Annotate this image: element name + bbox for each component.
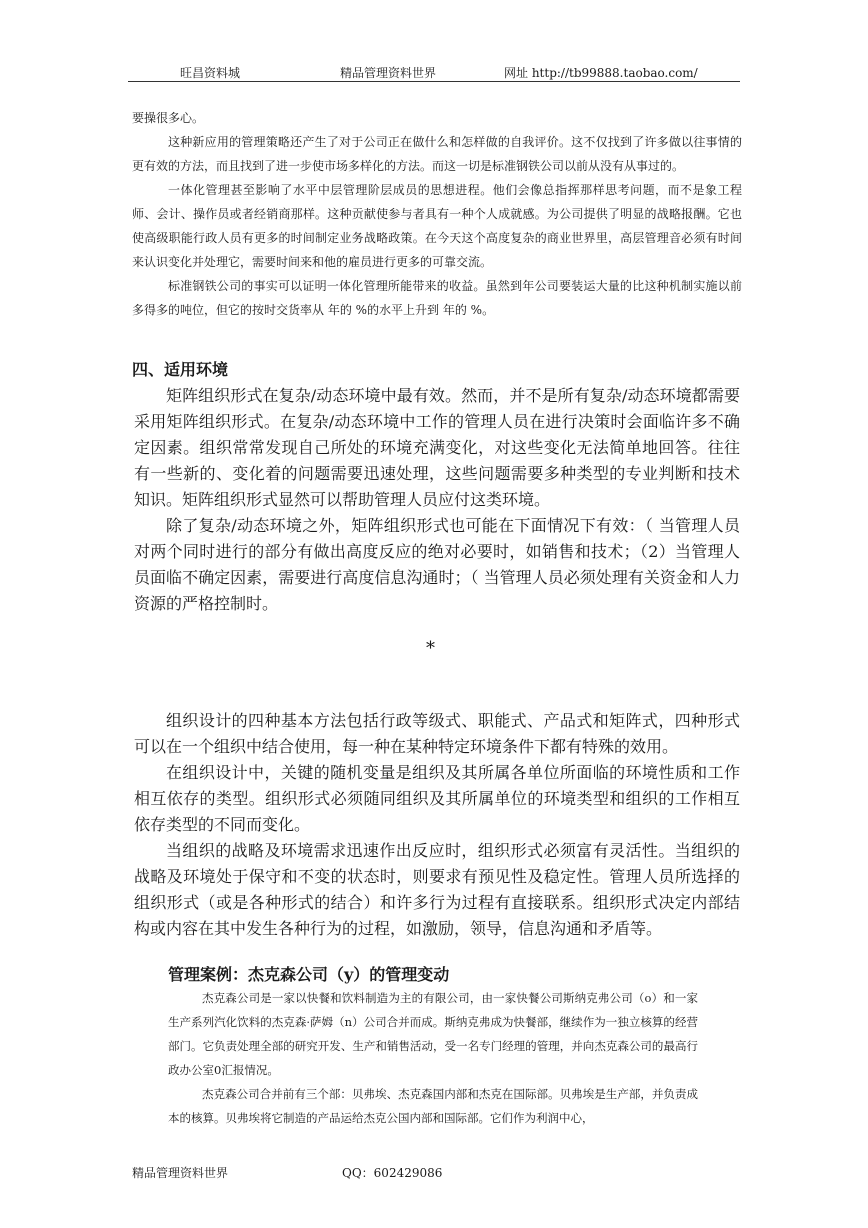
footer-qq-text: QQ：602429086	[342, 1166, 443, 1180]
paragraph: 这种新应用的管理策略还产生了对于公司正在做什么和怎样做的自我评价。这不仅找到了许多做以往事情的更有效的方法，而且找到了进一步使市场多样化的方法。而这一切是标准钢铁公司以前从没有从事过的。	[132, 135, 742, 173]
paragraph: 杰克森公司合并前有三个部：贝弗埃、杰克森国内部和杰克在国际部。贝弗埃是生产部，并负责成本的核算。贝弗埃将它制造的产品运给杰克公国内部和国际部。它们作为利润中心，	[168, 1087, 698, 1125]
summary-text-block	[134, 708, 740, 942]
paragraph: 标准钢铁公司的事实可以证明一体化管理所能带来的收益。虽然到年公司要装运大量的比这种机制实施以前多得多的吨位，但它的按时交货率从 年的 %的水平上升到 年的 %。	[132, 279, 742, 317]
section-heading: 四、适用环境	[132, 360, 229, 379]
top-text-block	[132, 106, 742, 322]
header-left-text: 旺昌资料城	[180, 66, 241, 80]
paragraph: 杰克森公司是一家以快餐和饮料制造为主的有限公司，由一家快餐公司斯纳克弗公司（o）和一家生产系列汽化饮料的杰克森·萨姆（n）公司合并而成。斯纳克弗成为快餐部，继续作为一独立核算的经营部门。它负责处理全部的研究开发、生产和销售活动，受一名专门经理的管理，并向杰克森公司的最高行政办公室0汇报情况。	[168, 991, 698, 1077]
paragraph: 除了复杂/动态环境之外，矩阵组织形式也可能在下面情况下有效：（ 当管理人员对两个同时进行的部分有做出高度反应的绝对必要时，如销售和技术；（2）当管理人员面临不确定因素，需要进行高度信息沟通时；（ 当管理人员必须处理有关资金和人力资源的严格控制时。	[134, 516, 740, 613]
footer-left-text: 精品管理资料世界	[132, 1166, 229, 1180]
header-url-text: 网址 http://tb99888.taobao.com/	[504, 66, 698, 80]
page-header	[128, 62, 740, 82]
header-center-text: 精品管理资料世界	[340, 66, 437, 80]
paragraph: 一体化管理甚至影响了水平中层管理阶层成员的思想进程。他们会像总指挥那样思考问题，而不是象工程师、会计、操作员或者经销商那样。这种贡献使参与者具有一种个人成就感。为公司提供了明显的战略报酬。它也使高级职能行政人员有更多的时间制定业务战略政策。在今天这个高度复杂的商业世界里，高层管理音必须有时间来认识变化并处理它，需要时间来和他的雇员进行更多的可靠交流。	[132, 183, 742, 269]
paragraph: 要操很多心。	[132, 111, 205, 125]
paragraph: 当组织的战略及环境需求迅速作出反应时，组织形式必须富有灵活性。当组织的战略及环境处于保守和不变的状态时，则要求有预见性及稳定性。管理人员所选择的组织形式（或是各种形式的结合）和许多行为过程有直接联系。组织形式决定内部结构或内容在其中发生各种行为的过程，如激励，领导，信息沟通和矛盾等。	[134, 841, 740, 938]
section-text-block	[134, 383, 740, 617]
paragraph: 组织设计的四种基本方法包括行政等级式、职能式、产品式和矩阵式，四种形式可以在一个组织中结合使用，每一种在某种特定环境条件下都有特殊的效用。	[134, 711, 740, 756]
separator-asterisk: *	[426, 638, 435, 659]
header-divider	[128, 81, 740, 82]
case-text-block	[168, 986, 698, 1130]
paragraph: 在组织设计中，关键的随机变量是组织及其所属各单位所面临的环境性质和工作相互依存的类型。组织形式必须随同组织及其所属单位的环境类型和组织的工作相互依存类型的不同而变化。	[134, 763, 740, 834]
page-footer	[132, 1164, 443, 1181]
case-title: 管理案例：杰克森公司（y）的管理变动	[168, 965, 450, 984]
paragraph: 矩阵组织形式在复杂/动态环境中最有效。然而，并不是所有复杂/动态环境都需要采用矩阵组织形式。在复杂/动态环境中工作的管理人员在进行决策时会面临许多不确定因素。组织常常发现自己所处的环境充满变化，对这些变化无法简单地回答。往往有一些新的、变化着的问题需要迅速处理，这些问题需要多种类型的专业判断和技术知识。矩阵组织形式显然可以帮助管理人员应付这类环境。	[134, 386, 740, 509]
